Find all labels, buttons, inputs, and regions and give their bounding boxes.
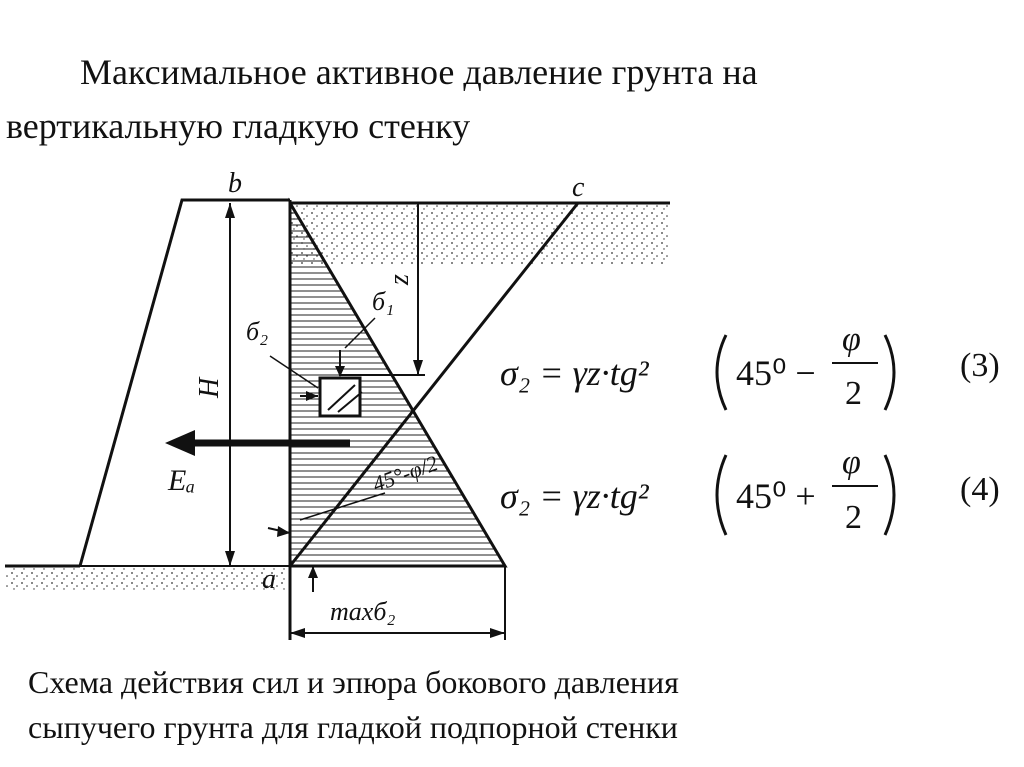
figure-caption-line2: сыпучего грунта для гладкой подпорной стенки [28, 709, 678, 745]
angle-label: 45°-φ/2 [369, 450, 442, 497]
sigma1-label: б₁ [372, 287, 395, 316]
formula-3-inner: 45⁰ − [736, 353, 816, 393]
formula-3-number: (3) [960, 347, 1000, 384]
formula-3-den: 2 [845, 375, 862, 412]
formula-3 [500, 321, 1000, 412]
formula-3-phi: φ [842, 321, 861, 358]
ea-label: Eₐ [168, 464, 196, 497]
formula-4-inner: 45⁰ + [736, 476, 816, 516]
formula-4-lhs: σ₂ = γz·tg² [500, 476, 649, 516]
point-b-label: b [228, 168, 242, 199]
slide-title-line2: вертикальную гладкую стенку [6, 106, 471, 146]
sigma2-label: б₂ [246, 317, 269, 346]
soil-surface-top [290, 203, 670, 265]
figure-caption-line1: Схема действия сил и эпюра бокового давления [28, 664, 679, 700]
point-a-label: a [262, 564, 276, 595]
formula-4-number: (4) [960, 471, 1000, 508]
formula-4-den: 2 [845, 499, 862, 536]
soil-surface-base [5, 566, 285, 590]
formula-4 [500, 444, 1000, 536]
formula-4-phi: φ [842, 444, 861, 481]
z-label: z [384, 274, 415, 285]
formula-3-lhs: σ₂ = γz·tg² [500, 353, 649, 393]
point-c-label: c [572, 172, 585, 203]
retaining-wall-outline [80, 200, 290, 566]
max-sigma-label: maxб₂ [330, 597, 396, 626]
h-label: H [194, 377, 225, 398]
slide-title-line1: Максимальное активное давление грунта на [80, 52, 758, 92]
